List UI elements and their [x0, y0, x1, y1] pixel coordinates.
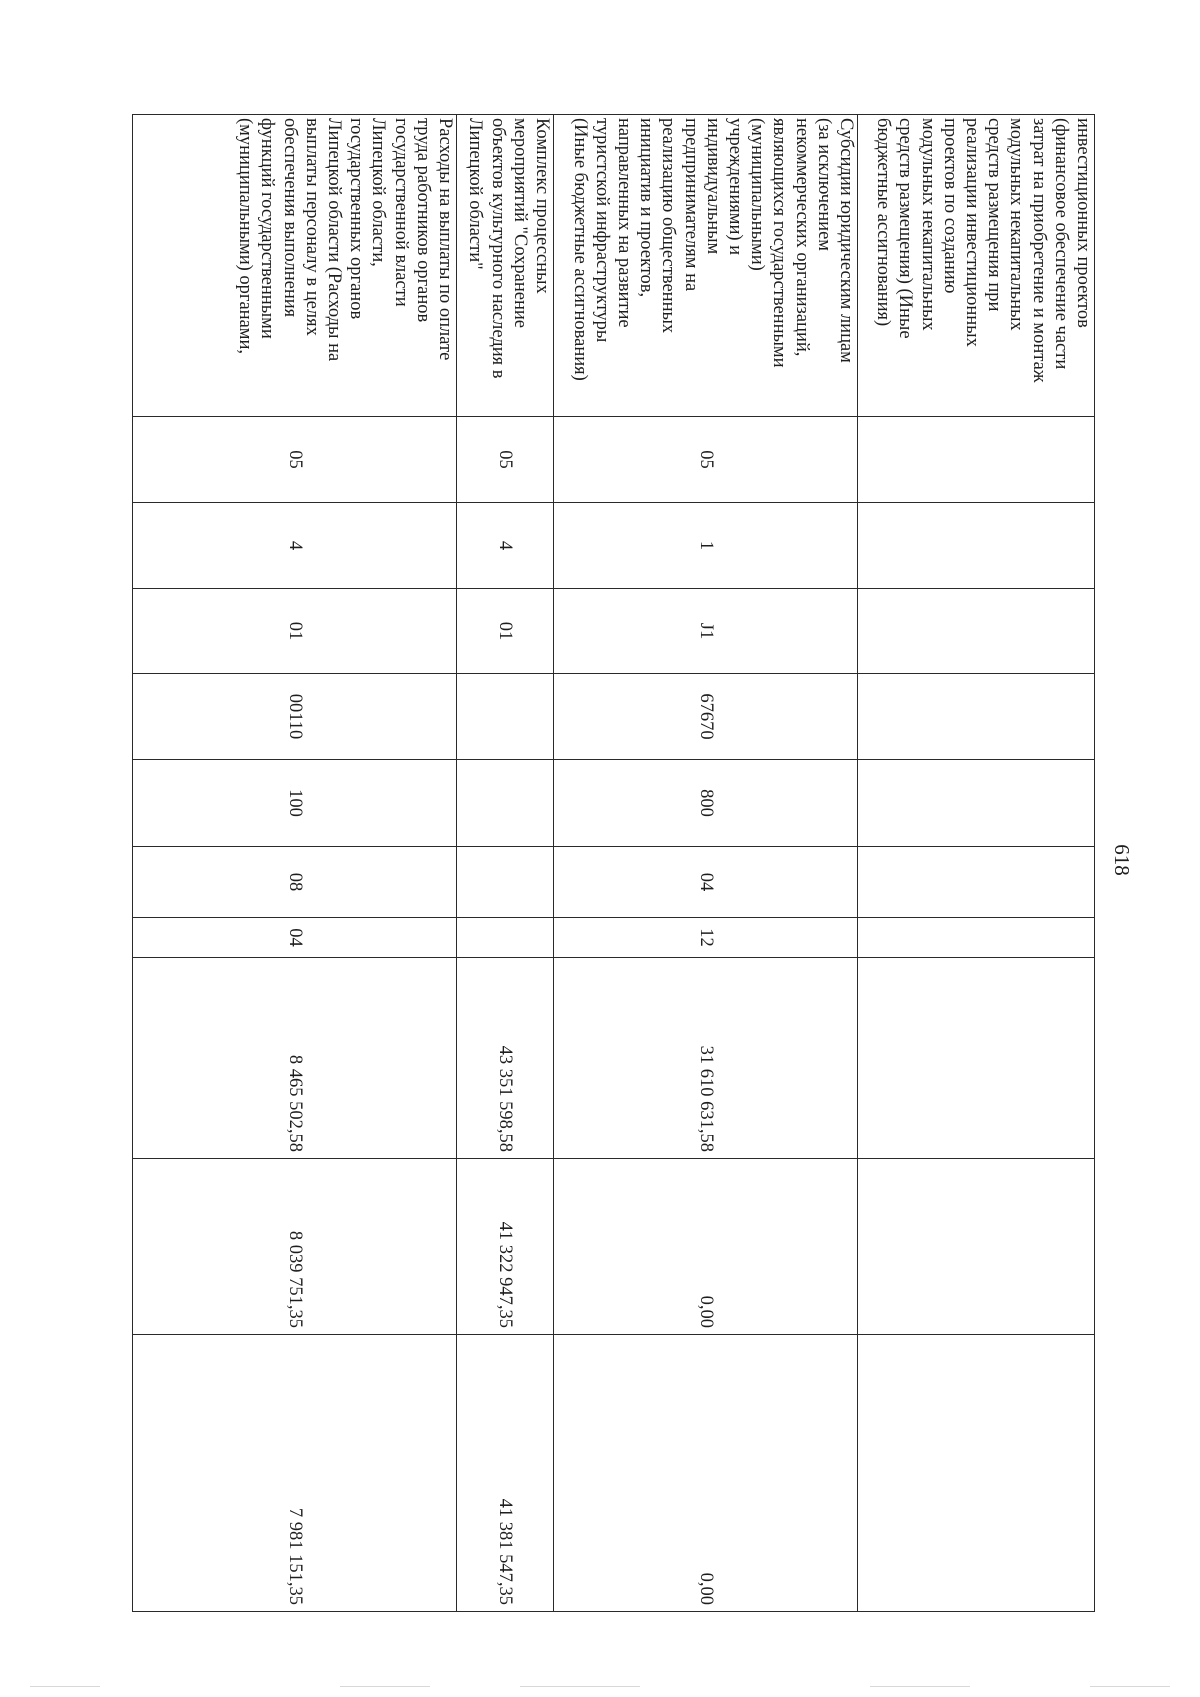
budget-table-wrapper: [133, 114, 1095, 1611]
code-cell: [858, 589, 1095, 674]
scan-artifact: [520, 1686, 640, 1687]
code-cell: 04: [554, 847, 858, 918]
scan-artifact: [1090, 1686, 1170, 1687]
code-cell: 1: [554, 503, 858, 589]
amount-cell: [858, 1335, 1095, 1612]
scan-artifact: [870, 1686, 970, 1687]
code-cell: 05: [457, 417, 554, 503]
code-cell: [457, 918, 554, 958]
table-row: [554, 115, 858, 1612]
table-row: [133, 115, 457, 1612]
code-cell: 4: [457, 503, 554, 589]
code-cell: 12: [554, 918, 858, 958]
code-cell: [858, 503, 1095, 589]
code-cell: 67670: [554, 674, 858, 760]
amount-cell: [858, 1159, 1095, 1335]
code-cell: 08: [133, 847, 457, 918]
code-cell: [858, 417, 1095, 503]
amount-cell: [858, 958, 1095, 1159]
code-cell: 01: [457, 589, 554, 674]
code-cell: [457, 674, 554, 760]
code-cell: [858, 674, 1095, 760]
code-cell: 100: [133, 760, 457, 847]
scan-artifact: [340, 1686, 430, 1687]
amount-cell: 0,00: [554, 1159, 858, 1335]
amount-cell: 8 039 751,35: [133, 1159, 457, 1335]
code-cell: 05: [133, 417, 457, 503]
row-name: Расходы на выплаты по оплате труда работников органов государственной власти Липецкой области, государственных органов Липецкой области (Расходы на выплаты персоналу в целях обеспечения выполнения функций государственными (муниципальными) органами,: [133, 115, 457, 417]
code-cell: [457, 760, 554, 847]
amount-cell: 41 322 947,35: [457, 1159, 554, 1335]
amount-cell: 0,00: [554, 1335, 858, 1612]
code-cell: 05: [554, 417, 858, 503]
code-cell: J1: [554, 589, 858, 674]
code-cell: 00110: [133, 674, 457, 760]
page-number: 618: [1110, 844, 1134, 876]
amount-cell: 7 981 151,35: [133, 1335, 457, 1612]
scan-artifact: [30, 1686, 100, 1687]
amount-cell: 41 381 547,35: [457, 1335, 554, 1612]
code-cell: [457, 847, 554, 918]
amount-cell: 43 351 598,58: [457, 958, 554, 1159]
row-name: инвестиционных проектов (финансовое обеспечение части затрат на приобретение и монтаж модульных некапитальных средств размещения при реализации инвестиционных проектов по созданию модульных некапитальных средств размещения) (Иные бюджетные ассигнования): [858, 115, 1095, 417]
code-cell: 4: [133, 503, 457, 589]
table-row: [858, 115, 1095, 1612]
row-name: Субсидии юридическим лицам (за исключением некоммерческих организаций, являющихся государственными (муниципальными) учреждениями) и индивидуальным предпринимателям на реализацию общественных инициатив и проектов, направленных на развитие туристской инфраструктуры (Иные бюджетные ассигнования): [554, 115, 858, 417]
code-cell: [858, 760, 1095, 847]
budget-table: [132, 114, 1095, 1612]
code-cell: 800: [554, 760, 858, 847]
amount-cell: 31 610 631,58: [554, 958, 858, 1159]
code-cell: [858, 847, 1095, 918]
budget-table-rotated: [133, 114, 1095, 1611]
table-row: [457, 115, 554, 1612]
code-cell: 01: [133, 589, 457, 674]
code-cell: [858, 918, 1095, 958]
amount-cell: 8 465 502,58: [133, 958, 457, 1159]
row-name: Комплекс процессных мероприятий "Сохранение объектов культурного наследия в Липецкой области": [457, 115, 554, 417]
code-cell: 04: [133, 918, 457, 958]
